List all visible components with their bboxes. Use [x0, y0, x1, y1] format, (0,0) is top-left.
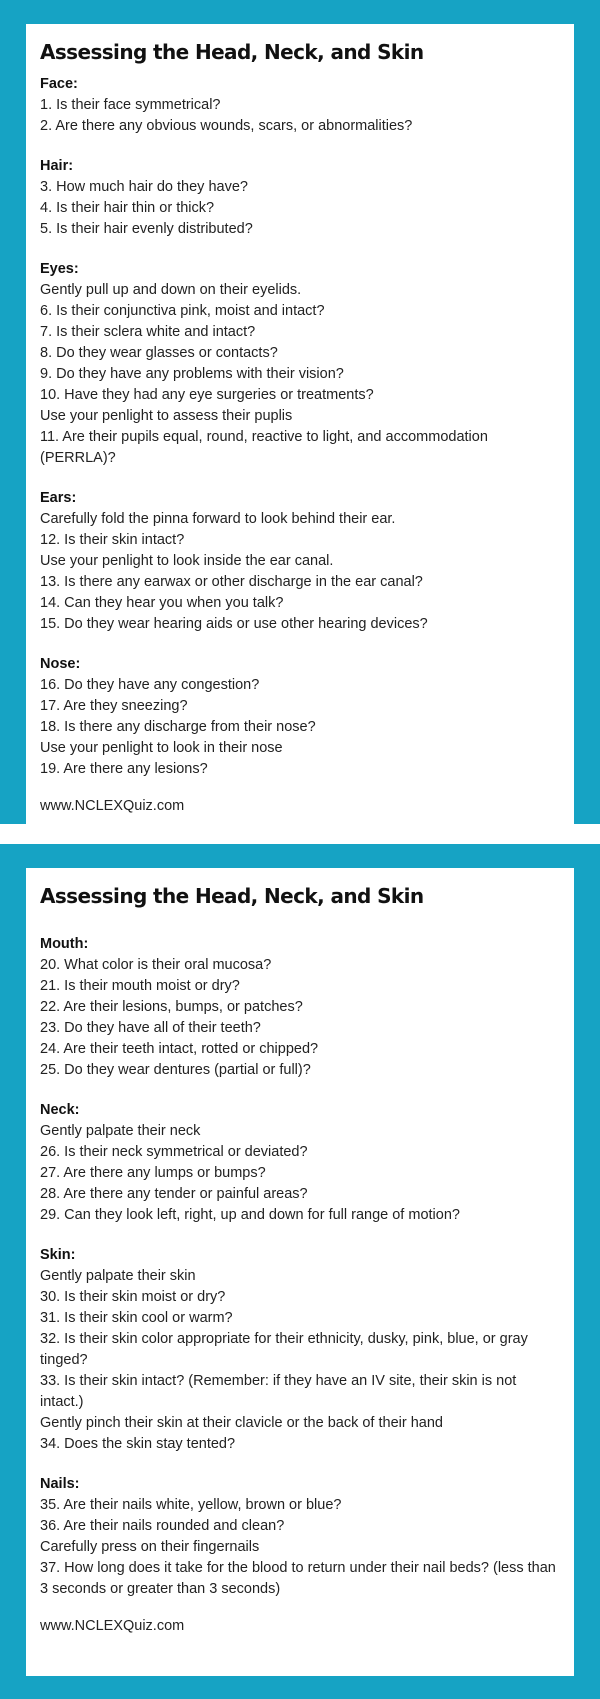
checklist-line: 31. Is their skin cool or warm?: [40, 1310, 233, 1326]
section-heading: Eyes:: [40, 261, 79, 277]
checklist-line: 30. Is their skin moist or dry?: [40, 1289, 226, 1305]
section-neck: [40, 1100, 560, 1226]
checklist-line: Carefully fold the pinna forward to look behind their ear.: [40, 511, 396, 527]
checklist-line: 14. Can they hear you when you talk?: [40, 595, 284, 611]
checklist-line: 18. Is there any discharge from their nose?: [40, 719, 316, 735]
checklist-line: 7. Is their sclera white and intact?: [40, 324, 256, 340]
checklist-line: 16. Do they have any congestion?: [40, 677, 260, 693]
checklist-line: Use your penlight to assess their puplis: [40, 408, 293, 424]
section-skin: [40, 1245, 560, 1455]
checklist-line: 5. Is their hair evenly distributed?: [40, 221, 253, 237]
section-ears: [40, 488, 560, 635]
section-eyes: [40, 259, 560, 469]
website-footer: www.NCLEXQuiz.com: [40, 1618, 185, 1634]
checklist-line: Use your penlight to look inside the ear canal.: [40, 553, 334, 569]
section-nose: [40, 654, 560, 780]
section-list: [40, 934, 560, 1600]
card-title: Assessing the Head, Neck, and Skin: [40, 884, 424, 908]
checklist-line: 22. Are their lesions, bumps, or patches?: [40, 999, 303, 1015]
checklist-line: Gently palpate their skin: [40, 1268, 196, 1284]
section-heading: Face:: [40, 76, 78, 92]
checklist-line: 11. Are their pupils equal, round, reactive to light, and accommodation (PERRLA)?: [40, 429, 488, 466]
section-mouth: [40, 934, 560, 1081]
checklist-line: 35. Are their nails white, yellow, brown or blue?: [40, 1497, 342, 1513]
card-title: Assessing the Head, Neck, and Skin: [40, 40, 424, 64]
checklist-line: Gently pull up and down on their eyelids.: [40, 282, 302, 298]
checklist-line: 9. Do they have any problems with their vision?: [40, 366, 344, 382]
checklist-line: Gently pinch their skin at their clavicle or the back of their hand: [40, 1415, 443, 1431]
section-heading: Nails:: [40, 1476, 80, 1492]
section-heading: Ears:: [40, 490, 77, 506]
checklist-line: 27. Are there any lumps or bumps?: [40, 1165, 266, 1181]
section-heading: Neck:: [40, 1102, 80, 1118]
checklist-line: 29. Can they look left, right, up and down for full range of motion?: [40, 1207, 460, 1223]
section-heading: Nose:: [40, 656, 81, 672]
section-heading: Hair:: [40, 158, 74, 174]
checklist-line: 23. Do they have all of their teeth?: [40, 1020, 261, 1036]
card-head-neck-skin-part2: [26, 868, 574, 1676]
website-footer: www.NCLEXQuiz.com: [40, 798, 185, 814]
checklist-line: 10. Have they had any eye surgeries or treatments?: [40, 387, 374, 403]
checklist-line: 37. How long does it take for the blood to return under their nail beds? (less than 3 seconds or greater than 3 seconds): [40, 1560, 556, 1597]
section-list: [40, 74, 560, 780]
checklist-line: 20. What color is their oral mucosa?: [40, 957, 272, 973]
card-head-neck-skin-part1: [26, 24, 574, 824]
section-nails: [40, 1474, 560, 1600]
checklist-line: 1. Is their face symmetrical?: [40, 97, 221, 113]
checklist-line: 13. Is there any earwax or other discharge in the ear canal?: [40, 574, 423, 590]
checklist-line: 15. Do they wear hearing aids or use other hearing devices?: [40, 616, 428, 632]
checklist-line: 24. Are their teeth intact, rotted or chipped?: [40, 1041, 319, 1057]
checklist-line: 33. Is their skin intact? (Remember: if they have an IV site, their skin is not intact.): [40, 1373, 517, 1410]
checklist-line: 25. Do they wear dentures (partial or full)?: [40, 1062, 311, 1078]
checklist-line: 26. Is their neck symmetrical or deviated?: [40, 1144, 308, 1160]
checklist-line: 28. Are there any tender or painful areas?: [40, 1186, 308, 1202]
checklist-line: 32. Is their skin color appropriate for their ethnicity, dusky, pink, blue, or gray tinged?: [40, 1331, 528, 1368]
checklist-line: Gently palpate their neck: [40, 1123, 201, 1139]
section-heading: Mouth:: [40, 936, 89, 952]
infographic-panel-top: [0, 0, 600, 824]
section-heading: Skin:: [40, 1247, 76, 1263]
section-face: [40, 74, 560, 137]
checklist-line: 36. Are their nails rounded and clean?: [40, 1518, 285, 1534]
checklist-line: 19. Are there any lesions?: [40, 761, 208, 777]
checklist-line: 17. Are they sneezing?: [40, 698, 188, 714]
checklist-line: 21. Is their mouth moist or dry?: [40, 978, 240, 994]
checklist-line: 8. Do they wear glasses or contacts?: [40, 345, 278, 361]
infographic-panel-bottom: [0, 844, 600, 1699]
checklist-line: Use your penlight to look in their nose: [40, 740, 283, 756]
checklist-line: 12. Is their skin intact?: [40, 532, 185, 548]
checklist-line: Carefully press on their fingernails: [40, 1539, 260, 1555]
checklist-line: 34. Does the skin stay tented?: [40, 1436, 236, 1452]
section-hair: [40, 156, 560, 240]
checklist-line: 2. Are there any obvious wounds, scars, or abnormalities?: [40, 118, 413, 134]
checklist-line: 3. How much hair do they have?: [40, 179, 248, 195]
checklist-line: 4. Is their hair thin or thick?: [40, 200, 215, 216]
checklist-line: 6. Is their conjunctiva pink, moist and intact?: [40, 303, 325, 319]
